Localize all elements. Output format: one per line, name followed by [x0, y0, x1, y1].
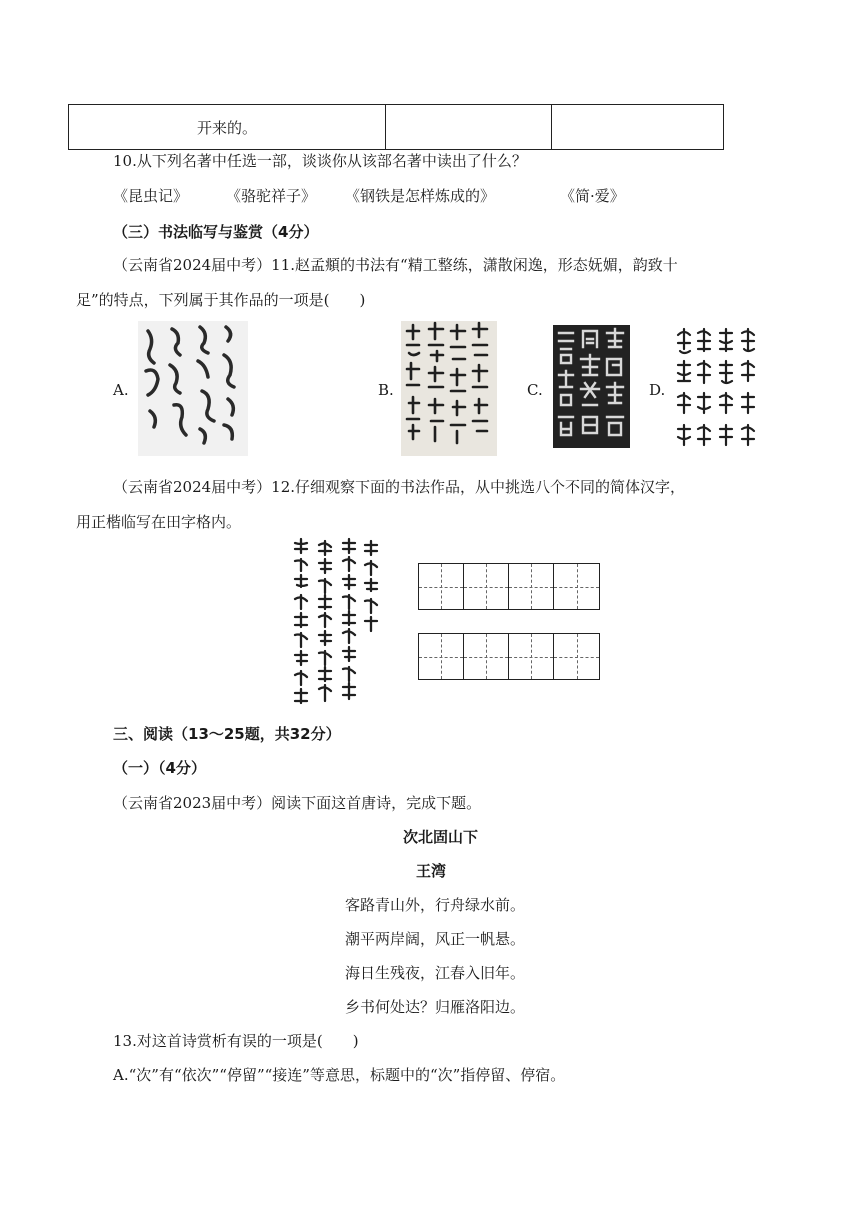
option-label-c: C. [527, 381, 543, 399]
book-title: 《骆驼祥子》 [226, 187, 317, 205]
subsection-heading: （一）（4分） [113, 759, 206, 777]
table-cell [386, 105, 552, 149]
option-label-d: D. [649, 381, 666, 399]
option-label-a: A. [113, 381, 129, 399]
poem-line: 客路青山外，行舟绿水前。 [345, 896, 526, 914]
poem-author: 王湾 [416, 862, 447, 880]
section-heading: （三）书法临写与鉴赏（4分） [113, 223, 319, 241]
tianzige-grid-row2[interactable] [418, 633, 600, 680]
question-11-line2: 足”的特点，下列属于其作品的一项是( ) [76, 291, 366, 309]
book-title: 《简·爱》 [560, 187, 625, 205]
book-title: 《昆虫记》 [113, 187, 189, 205]
question-11-line1: （云南省2024届中考）11.赵孟頫的书法有“精工整练，潇散闲逸，形态妩媚，韵致十 [113, 256, 678, 274]
calligraphy-image-d [674, 325, 766, 449]
question-12-line2: 用正楷临写在田字格内。 [76, 513, 242, 531]
table-cell [552, 105, 723, 149]
calligraphy-image-c [553, 325, 630, 448]
question-12-line1: （云南省2024届中考）12.仔细观察下面的书法作品，从中挑选八个不同的简体汉字， [113, 478, 686, 496]
calligraphy-artwork-q12 [291, 537, 382, 709]
option-label-b: B. [378, 381, 394, 399]
poem-line: 海日生残夜，江春入旧年。 [345, 964, 526, 982]
book-title: 《钢铁是怎样炼成的》 [345, 187, 496, 205]
table-cell-text: 开来的。 [197, 118, 258, 137]
poem-line: 乡书何处达？归雁洛阳边。 [345, 998, 526, 1016]
calligraphy-image-b [401, 321, 497, 456]
calligraphy-image-a [138, 321, 248, 456]
poem-line: 潮平两岸阔，风正一帆悬。 [345, 930, 526, 948]
table-fragment [68, 104, 724, 150]
tianzige-grid-row1[interactable] [418, 563, 600, 610]
question-13: 13.对这首诗赏析有误的一项是( ) [113, 1032, 359, 1050]
poem-intro: （云南省2023届中考）阅读下面这首唐诗，完成下题。 [113, 794, 482, 812]
poem-title: 次北固山下 [403, 828, 479, 846]
table-cell [69, 105, 386, 149]
section-heading: 三、阅读（13～25题，共32分） [113, 725, 341, 743]
question-13-option-a: A.“次”有“依次”“停留”“接连”等意思，标题中的“次”指停留、停宿。 [113, 1066, 566, 1084]
question-10: 10.从下列名著中任选一部，谈谈你从该部名著中读出了什么？ [113, 152, 527, 170]
